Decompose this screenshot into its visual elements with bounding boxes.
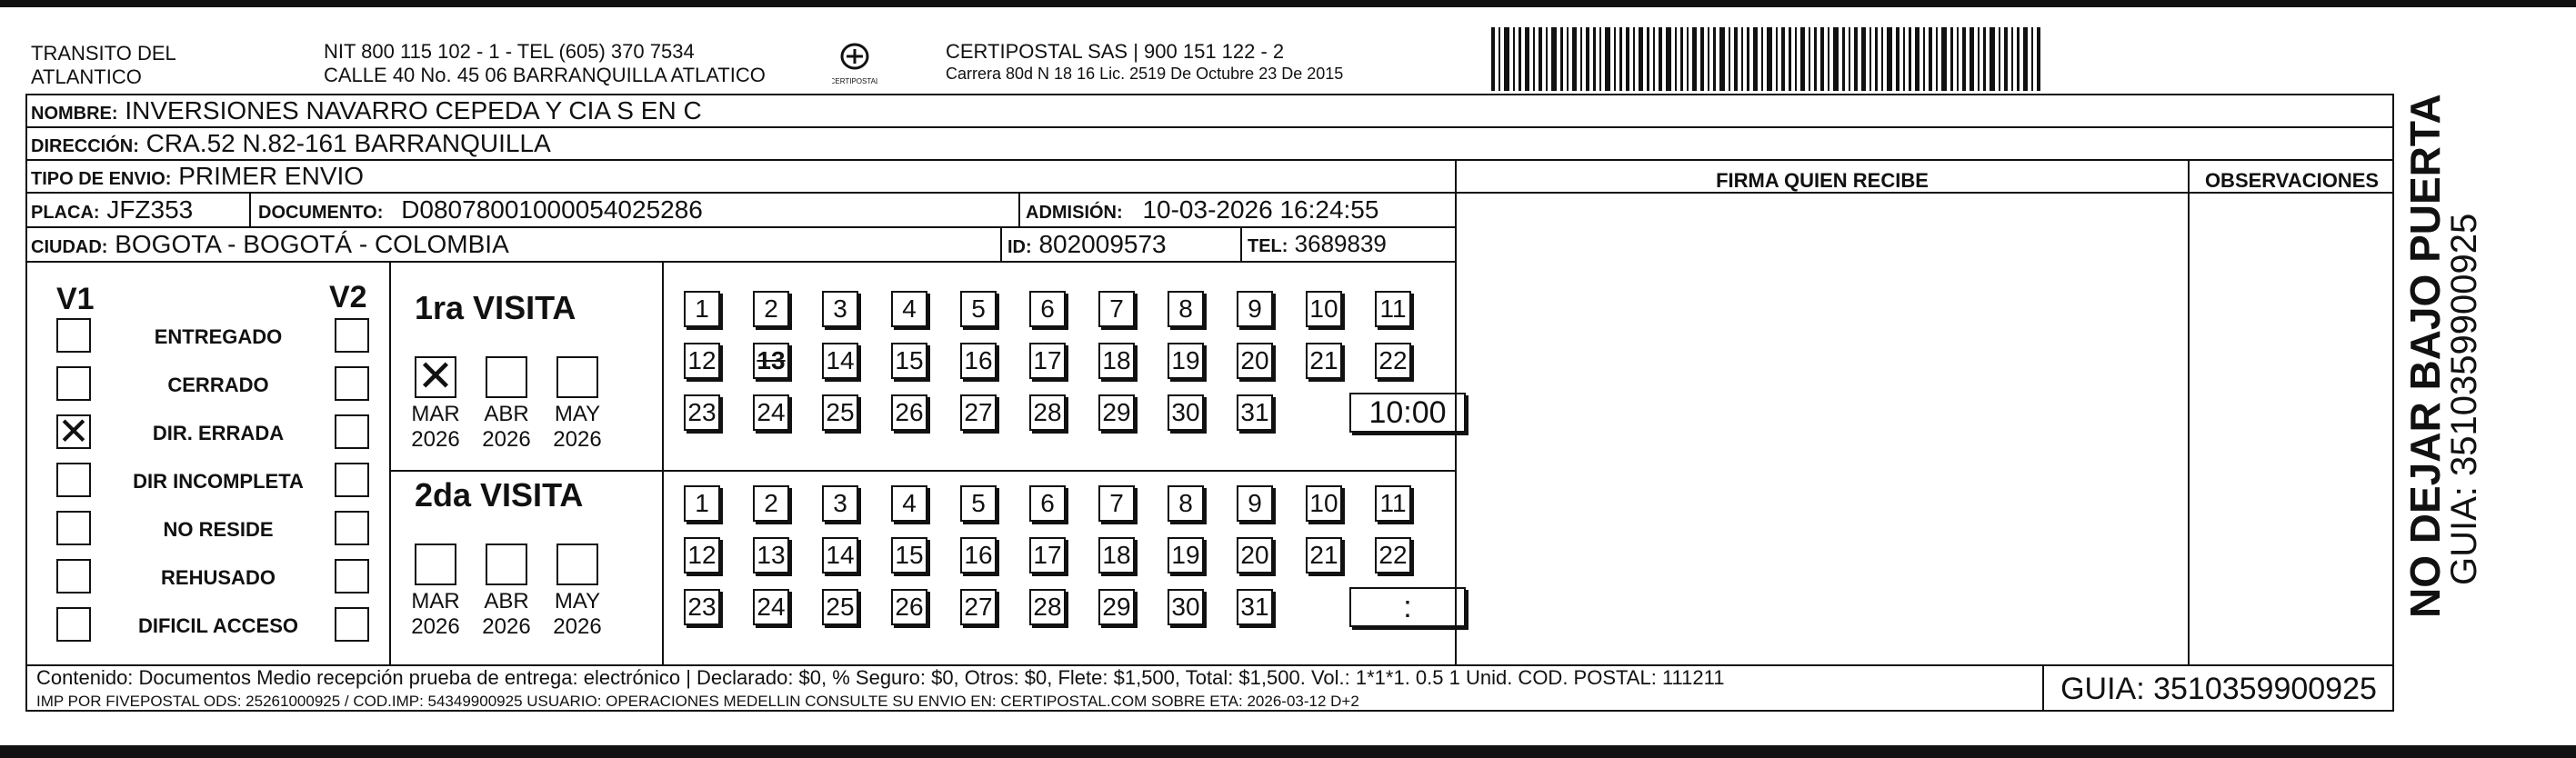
barcode-bar <box>1729 27 1730 91</box>
day-box[interactable]: 19 <box>1168 343 1204 379</box>
license-line: Carrera 80d N 18 16 Lic. 2519 De Octubre 23 De 2015 <box>946 65 1344 83</box>
v1-checkbox[interactable] <box>56 463 91 497</box>
barcode-bar <box>1551 27 1557 91</box>
day-box[interactable]: 24 <box>753 394 789 431</box>
day-box[interactable]: 30 <box>1168 589 1204 625</box>
type-label: TIPO DE ENVIO: <box>31 169 172 189</box>
day-box[interactable]: 28 <box>1029 589 1066 625</box>
status-label: CERRADO <box>167 374 269 396</box>
day-box[interactable]: 28 <box>1029 394 1066 431</box>
day-box[interactable]: 31 <box>1237 589 1273 625</box>
barcode-bar <box>1909 27 1911 91</box>
issuer-contact <box>324 40 766 87</box>
day-box[interactable]: 12 <box>684 343 720 379</box>
v1-header: V1 <box>56 282 95 316</box>
barcode-bar <box>1614 27 1616 91</box>
status-label: DIFICIL ACCESO <box>137 614 298 637</box>
barcode-bar <box>1875 27 1878 91</box>
day-box[interactable]: 24 <box>753 589 789 625</box>
month-label: MAY <box>554 402 601 426</box>
address-row <box>25 128 2394 161</box>
divider <box>2188 161 2190 664</box>
barcode-bar <box>1666 27 1671 91</box>
status-label: NO RESIDE <box>163 518 274 541</box>
status-label: DIR. ERRADA <box>152 422 285 444</box>
day-box[interactable]: 29 <box>1098 394 1135 431</box>
bottom-border <box>0 745 2576 758</box>
barcode-bar <box>1869 27 1871 91</box>
admission-label: ADMISIÓN: <box>1026 203 1123 223</box>
year-label: 2026 <box>411 614 460 639</box>
day-box[interactable]: 19 <box>1168 537 1204 573</box>
barcode-bar <box>1761 27 1763 91</box>
barcode-bar <box>1700 27 1704 91</box>
admission-value: 10-03-2026 16:24:55 <box>1142 195 1379 224</box>
barcode-bar <box>1800 27 1805 91</box>
day-box[interactable]: 6 <box>1029 291 1066 327</box>
divider <box>1018 194 1020 226</box>
barcode-bar <box>1567 27 1569 91</box>
footer-print-info: IMP POR FIVEPOSTAL ODS: 25261000925 / COD.IMP: 54349900925 USUARIO: OPERACIONES MEDELLIN CONSULTE SU ENVIO EN: CERTIPOSTAL.COM SOBRE ETA: 2026-03-12 D+2 <box>36 693 1359 710</box>
month-label: MAY <box>554 589 601 613</box>
barcode-bar <box>1546 27 1548 91</box>
plate-value: JFZ353 <box>106 195 194 224</box>
barcode-bar <box>1519 27 1521 91</box>
tel-value: 3689839 <box>1294 230 1387 257</box>
observations-area[interactable] <box>2191 196 2391 662</box>
issuer-line1: TRANSITO DEL <box>31 42 176 65</box>
guia-number: GUIA: 3510359900925 <box>2060 671 2377 706</box>
top-border <box>0 0 2576 7</box>
v2-header: V2 <box>329 280 367 314</box>
day-box[interactable]: 20 <box>1237 537 1273 573</box>
barcode-bar <box>1990 27 1995 91</box>
divider <box>249 194 251 226</box>
year-label: 2026 <box>482 427 531 452</box>
barcode-bar <box>2023 27 2028 91</box>
time-field[interactable]: : <box>1349 587 1466 627</box>
status-label: DIR INCOMPLETA <box>133 470 304 493</box>
barcode-bar <box>1498 27 1500 91</box>
v2-checkbox[interactable] <box>335 318 369 353</box>
divider <box>389 263 391 664</box>
barcode-bar <box>1887 27 1892 91</box>
barcode-bar <box>1692 27 1697 91</box>
barcode-bar <box>1675 27 1677 91</box>
barcode-bar <box>1983 27 1986 91</box>
day-box[interactable]: 31 <box>1237 394 1273 431</box>
time-field[interactable]: 10:00 <box>1349 393 1466 433</box>
barcode-bar <box>1753 27 1758 91</box>
day-box[interactable]: 14 <box>822 537 858 573</box>
document-value: D08078001000054025286 <box>401 195 703 224</box>
day-box[interactable]: 4 <box>891 485 927 522</box>
barcode-bar <box>2004 27 2008 91</box>
day-box[interactable]: 7 <box>1098 485 1135 522</box>
barcode-bar <box>1936 27 1938 91</box>
month-label: ABR <box>484 589 529 613</box>
barcode-bar <box>1533 27 1535 91</box>
barcode-bar <box>1647 27 1649 91</box>
barcode-bar <box>1950 27 1953 91</box>
barcode-bar <box>1809 27 1810 91</box>
day-box[interactable]: 18 <box>1098 537 1135 573</box>
id-value: 802009573 <box>1038 230 1167 258</box>
barcode-bar <box>1599 27 1601 91</box>
day-box[interactable]: 1 <box>684 291 720 327</box>
day-box[interactable]: 8 <box>1168 485 1204 522</box>
v2-checkbox[interactable] <box>335 463 369 497</box>
barcode-bar <box>1789 27 1791 91</box>
barcode-bar <box>1659 27 1662 91</box>
barcode-bar <box>1719 27 1725 91</box>
courier-line: CERTIPOSTAL SAS | 900 151 122 - 2 <box>946 40 1285 63</box>
day-box[interactable]: 8 <box>1168 291 1204 327</box>
barcode-bar <box>1814 27 1817 91</box>
barcode-bar <box>1572 27 1577 91</box>
id-label: ID: <box>1007 237 1032 257</box>
divider <box>662 263 664 664</box>
v2-checkbox[interactable] <box>335 366 369 401</box>
barcode-bar <box>1741 27 1743 91</box>
barcode-bar <box>1776 27 1778 91</box>
barcode-bar <box>1849 27 1850 91</box>
day-box[interactable]: 14 <box>822 343 858 379</box>
day-box[interactable]: 22 <box>1375 343 1411 379</box>
divider <box>391 470 1455 472</box>
day-box[interactable]: 10 <box>1306 485 1342 522</box>
divider <box>25 261 1457 263</box>
barcode-bar <box>1929 27 1932 91</box>
day-box[interactable]: 15 <box>891 537 927 573</box>
admission-field <box>1026 195 1378 224</box>
v2-checkbox[interactable] <box>335 511 369 545</box>
day-box[interactable]: 15 <box>891 343 927 379</box>
no-dejar-text: NO DEJAR BAJO PUERTA <box>2401 94 2449 618</box>
v1-checkbox[interactable] <box>56 559 91 593</box>
signature-area[interactable] <box>1458 196 2186 662</box>
recipient-address: CRA.52 N.82-161 BARRANQUILLA <box>145 129 551 157</box>
barcode-bar <box>1626 27 1629 91</box>
barcode-bar <box>1713 27 1716 91</box>
v2-checkbox[interactable] <box>335 559 369 593</box>
status-label: REHUSADO <box>161 566 276 589</box>
certipostal-logo <box>832 36 877 91</box>
day-box[interactable]: 29 <box>1098 589 1135 625</box>
day-box[interactable]: 4 <box>891 291 927 327</box>
name-row <box>25 95 2394 128</box>
v1-checkbox[interactable]: ✕ <box>57 410 90 453</box>
day-box[interactable]: 6 <box>1029 485 1066 522</box>
barcode-bar <box>1504 27 1509 91</box>
logo-wordmark: CERTIPOSTAL <box>832 77 877 85</box>
barcode-bar <box>1999 27 2000 91</box>
month-checkbox-mar[interactable] <box>415 544 456 585</box>
barcode-bar <box>1619 27 1622 91</box>
day-box[interactable]: 30 <box>1168 394 1204 431</box>
day-box[interactable]: 20 <box>1237 343 1273 379</box>
barcode-bar <box>2017 27 2020 91</box>
day-box[interactable]: 25 <box>822 394 858 431</box>
barcode-bar <box>1923 27 1925 91</box>
v2-checkbox[interactable] <box>335 414 369 449</box>
barcode-bar <box>1781 27 1785 91</box>
barcode-bar <box>1896 27 1899 91</box>
id-field <box>1007 230 1167 259</box>
barcode-bar <box>2011 27 2013 91</box>
nit-line: NIT 800 115 102 - 1 - TEL (605) 370 7534 <box>324 40 695 63</box>
barcode-bar <box>1903 27 1905 91</box>
day-box[interactable]: 27 <box>960 589 997 625</box>
day-box[interactable]: 3 <box>822 485 858 522</box>
month-checkbox-may[interactable] <box>556 544 598 585</box>
barcode-bar <box>1639 27 1643 91</box>
year-label: 2026 <box>411 427 460 452</box>
year-label: 2026 <box>553 614 602 639</box>
day-box[interactable]: 7 <box>1098 291 1135 327</box>
plate-field <box>31 195 193 224</box>
barcode-bar <box>1842 27 1845 91</box>
barcode-bar <box>1525 27 1529 91</box>
document-field <box>258 195 703 224</box>
tel-field <box>1248 230 1387 258</box>
barcode-bar <box>1653 27 1655 91</box>
month-checkbox-abr[interactable] <box>486 544 527 585</box>
side-guia: GUIA: 3510359900925 <box>2444 213 2484 585</box>
barcode-bar <box>1747 27 1749 91</box>
barcode-bar <box>1734 27 1738 91</box>
day-box[interactable]: 21 <box>1306 343 1342 379</box>
day-box[interactable]: 3 <box>822 291 858 327</box>
barcode-bar <box>1767 27 1772 91</box>
day-box[interactable]: 26 <box>891 589 927 625</box>
day-box[interactable]: 13 <box>753 537 789 573</box>
divider <box>25 192 1457 194</box>
barcode-bar <box>1915 27 1919 91</box>
day-box[interactable]: 17 <box>1029 537 1066 573</box>
barcode-bar <box>1680 27 1683 91</box>
barcode-bar <box>1978 27 1980 91</box>
month-checkbox-abr[interactable] <box>486 356 527 398</box>
tel-label: TEL: <box>1248 236 1288 256</box>
day-box[interactable]: 26 <box>891 394 927 431</box>
year-label: 2026 <box>482 614 531 639</box>
visit1-title: 1ra VISITA <box>415 289 576 326</box>
city-field <box>31 230 509 259</box>
barcode-bar <box>1957 27 1959 91</box>
issuer-address: CALLE 40 No. 45 06 BARRANQUILLA ATLATICO <box>324 64 766 86</box>
shipment-type: PRIMER ENVIO <box>178 162 365 190</box>
day-box[interactable]: 5 <box>960 485 997 522</box>
barcode-bar <box>1833 27 1839 91</box>
visit2-title: 2da VISITA <box>415 476 584 514</box>
barcode-bar <box>1795 27 1797 91</box>
barcode-bar <box>1605 27 1610 91</box>
v1-checkbox[interactable] <box>56 366 91 401</box>
side-warning <box>2401 94 2485 618</box>
day-box[interactable]: 13 <box>753 343 789 379</box>
day-box[interactable]: 22 <box>1375 537 1411 573</box>
barcode-bar <box>1593 27 1596 91</box>
v1-checkbox[interactable] <box>56 607 91 642</box>
day-box[interactable]: 25 <box>822 589 858 625</box>
day-box[interactable]: 18 <box>1098 343 1135 379</box>
day-box[interactable]: 5 <box>960 291 997 327</box>
day-box[interactable]: 27 <box>960 394 997 431</box>
observations-header: OBSERVACIONES <box>2204 169 2380 192</box>
day-box[interactable]: 11 <box>1375 291 1411 327</box>
month-label: MAR <box>411 402 460 426</box>
day-box[interactable]: 10 <box>1306 291 1342 327</box>
barcode-bar <box>1941 27 1947 91</box>
barcode-bar <box>1687 27 1689 91</box>
day-box[interactable]: 11 <box>1375 485 1411 522</box>
month-label: ABR <box>484 402 529 426</box>
barcode-bar <box>1586 27 1589 91</box>
day-box[interactable]: 2 <box>753 291 789 327</box>
footer-content: Contenido: Documentos Medio recepción prueba de entrega: electrónico | Declarado: $0, % Seguro: $0, Otros: $0, Flete: $1,500, Total: $1,500. Vol.: 1*1*1. 0.5 1 Unid. COD. POSTAL: 111211 <box>36 666 1725 689</box>
day-box[interactable]: 9 <box>1237 291 1273 327</box>
day-box[interactable]: 23 <box>684 589 720 625</box>
barcode <box>1491 27 2219 91</box>
day-box[interactable]: 2 <box>753 485 789 522</box>
day-box[interactable]: 9 <box>1237 485 1273 522</box>
divider <box>1000 228 1002 261</box>
divider <box>1240 228 1242 261</box>
barcode-bar <box>1962 27 1966 91</box>
issuer-line2: ATLANTICO <box>31 65 142 88</box>
day-box[interactable]: 23 <box>684 394 720 431</box>
v2-checkbox[interactable] <box>335 607 369 642</box>
signature-header: FIRMA QUIEN RECIBE <box>1716 169 1929 192</box>
month-checkbox-mar[interactable]: ✕ <box>415 356 456 398</box>
barcode-bar <box>1560 27 1563 91</box>
name-label: NOMBRE: <box>31 104 118 124</box>
recipient-name: INVERSIONES NAVARRO CEPEDA Y CIA S EN C <box>125 96 702 125</box>
v1-checkbox[interactable] <box>56 318 91 353</box>
day-box[interactable]: 16 <box>960 537 997 573</box>
barcode-bar <box>1820 27 1824 91</box>
issuer-name <box>31 42 176 89</box>
year-label: 2026 <box>553 427 602 452</box>
document-label: DOCUMENTO: <box>258 203 384 223</box>
barcode-bar <box>2031 27 2033 91</box>
barcode-bar <box>2037 27 2040 91</box>
month-checkbox-may[interactable] <box>556 356 598 398</box>
guia-box <box>2042 666 2393 712</box>
barcode-bar <box>1828 27 1829 91</box>
barcode-bar <box>1861 27 1866 91</box>
barcode-bar <box>1580 27 1582 91</box>
month-label: MAR <box>411 589 460 613</box>
barcode-bar <box>1539 27 1542 91</box>
barcode-bar <box>1633 27 1635 91</box>
barcode-bar <box>1854 27 1858 91</box>
courier-info <box>946 40 1343 84</box>
day-box[interactable]: 17 <box>1029 343 1066 379</box>
barcode-bar <box>1708 27 1709 91</box>
barcode-bar <box>1970 27 1974 91</box>
day-box[interactable]: 21 <box>1306 537 1342 573</box>
barcode-bar <box>1491 27 1495 91</box>
city-value: BOGOTA - BOGOTÁ - COLOMBIA <box>115 230 509 258</box>
status-label: ENTREGADO <box>154 325 283 348</box>
barcode-bar <box>1881 27 1883 91</box>
day-box[interactable]: 12 <box>684 537 720 573</box>
city-label: CIUDAD: <box>31 237 108 257</box>
barcode-bar <box>1513 27 1515 91</box>
day-box[interactable]: 16 <box>960 343 997 379</box>
plate-label: PLACA: <box>31 203 100 223</box>
day-box[interactable]: 1 <box>684 485 720 522</box>
address-label: DIRECCIÓN: <box>31 136 139 156</box>
v1-checkbox[interactable] <box>56 511 91 545</box>
